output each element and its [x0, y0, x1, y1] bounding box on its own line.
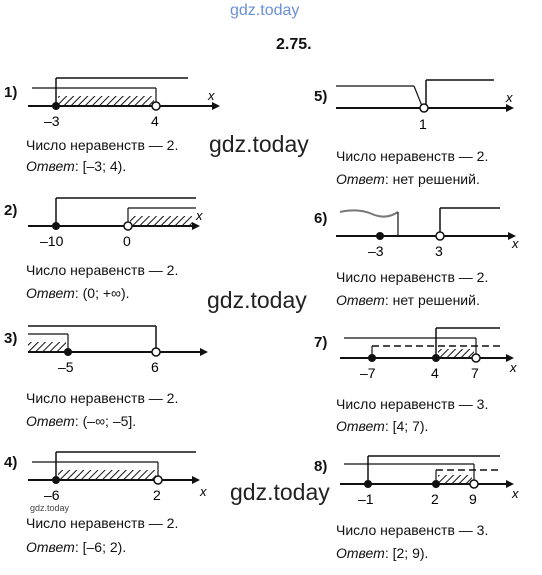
problem-3-count: Число неравенств — 2.	[26, 390, 179, 406]
tick-label: 1	[419, 116, 427, 132]
axis-label: x	[512, 486, 519, 501]
open-point	[154, 476, 162, 484]
watermark-small: gdz.today	[30, 503, 70, 513]
axis-label: x	[512, 236, 519, 251]
tick-label: 9	[469, 491, 477, 507]
axis-label: x	[196, 208, 203, 223]
problem-6-number-line	[300, 196, 542, 260]
axis-arrow	[212, 102, 220, 110]
open-point	[420, 104, 428, 112]
problem-7-answer: Ответ: [4; 7).	[336, 418, 429, 434]
axis-label: x	[200, 484, 207, 499]
open-point	[124, 222, 132, 230]
problem-8-number-line	[300, 444, 542, 508]
problem-6-answer: Ответ: нет решений.	[336, 292, 480, 308]
axis-arrow	[192, 222, 200, 230]
tick-label: –5	[58, 359, 74, 375]
problem-6-count: Число неравенств — 2.	[336, 269, 489, 285]
tick-label: –7	[360, 365, 376, 381]
closed-point	[64, 348, 72, 356]
open-point	[436, 232, 444, 240]
bound-line	[340, 210, 398, 216]
tick-label: –6	[44, 487, 60, 503]
problem-4-number: 4)	[4, 454, 18, 471]
open-point	[152, 102, 160, 110]
axis-label: x	[208, 88, 215, 103]
watermark-mid-3: gdz.today	[230, 479, 330, 505]
problem-5-number-line	[300, 72, 542, 132]
tick-label: –3	[368, 243, 384, 259]
problem-4-count: Число неравенств — 2.	[26, 515, 179, 531]
axis-arrow	[200, 348, 208, 356]
problem-7-number: 7)	[314, 334, 328, 351]
open-point	[152, 348, 160, 356]
watermark-mid-2: gdz.today	[207, 287, 307, 313]
problem-2-answer: Ответ: (0; +∞).	[26, 285, 130, 301]
page-title: 2.75.	[276, 36, 312, 53]
problem-8-count: Число неравенств — 3.	[336, 522, 489, 538]
closed-point	[432, 480, 440, 488]
problem-4-answer: Ответ: [–6; 2).	[26, 539, 127, 555]
problem-6-number: 6)	[314, 210, 328, 227]
closed-point	[52, 102, 60, 110]
tick-label: 7	[471, 365, 479, 381]
problem-7-number-line	[300, 320, 542, 384]
watermark-mid-1: gdz.today	[209, 131, 309, 157]
tick-label: 0	[123, 233, 131, 249]
solution-hatch	[438, 475, 472, 483]
problem-1-answer: Ответ: [–3; 4).	[26, 158, 127, 174]
problem-7-count: Число неравенств — 3.	[336, 396, 489, 412]
problem-1-number: 1)	[4, 84, 18, 101]
problem-2-number-line	[0, 188, 260, 250]
axis-label: x	[510, 360, 517, 375]
solution-hatch	[130, 216, 192, 225]
closed-point	[368, 354, 376, 362]
solution-hatch	[58, 96, 154, 105]
tick-label: 2	[431, 491, 439, 507]
problem-4-number-line	[0, 440, 260, 504]
open-point	[472, 354, 480, 362]
tick-label: –1	[358, 491, 374, 507]
tick-label: 6	[151, 359, 159, 375]
axis-arrow	[506, 104, 514, 112]
closed-point	[432, 354, 440, 362]
tick-label: 3	[435, 243, 443, 259]
problem-3-answer: Ответ: (–∞; –5].	[26, 413, 137, 429]
tick-label: 4	[151, 113, 159, 129]
open-point	[470, 480, 478, 488]
bound-line	[414, 86, 422, 106]
problem-3-number-line	[0, 316, 260, 378]
problem-8-answer: Ответ: [2; 9).	[336, 545, 429, 561]
axis-arrow	[192, 476, 200, 484]
problem-1-count: Число неравенств — 2.	[26, 137, 179, 153]
closed-point	[52, 222, 60, 230]
closed-point	[364, 480, 372, 488]
tick-label: –10	[40, 233, 64, 249]
tick-label: 4	[431, 365, 439, 381]
problem-8-number: 8)	[314, 458, 328, 475]
axis-label: x	[506, 90, 513, 105]
problem-2-number: 2)	[4, 202, 18, 219]
problem-2-count: Число неравенств — 2.	[26, 262, 179, 278]
problem-3-number: 3)	[4, 330, 18, 347]
tick-label: 2	[153, 487, 161, 503]
solution-hatch	[28, 342, 66, 351]
closed-point	[376, 232, 384, 240]
watermark-top: gdz.today	[230, 2, 300, 19]
problem-5-answer: Ответ: нет решений.	[336, 171, 480, 187]
tick-label: –3	[44, 113, 60, 129]
solution-hatch	[58, 470, 156, 479]
problem-5-count: Число неравенств — 2.	[336, 148, 489, 164]
closed-point	[52, 476, 60, 484]
problem-5-number: 5)	[314, 88, 328, 105]
problem-1-number-line	[0, 70, 260, 130]
solution-hatch	[438, 349, 474, 357]
